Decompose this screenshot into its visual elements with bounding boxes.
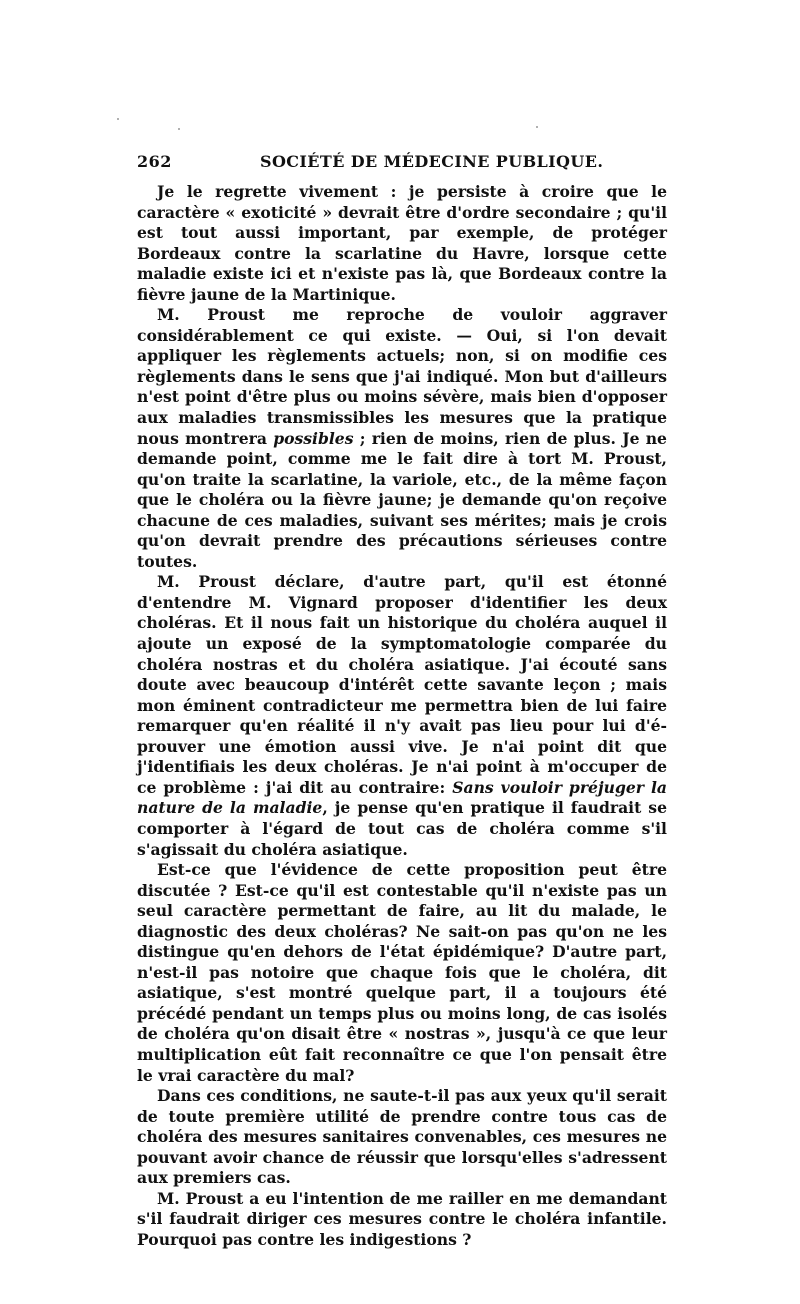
paragraph-text: Je le regrette vivement : je persiste à croire que le caractère « exoticité » devrait être d'ordre secondaire ; qu'il est tout aussi important, par exemple, de protéger Bordeaux contre la scarlatine du Havre, lorsque cette maladie existe ici et n'existe pas là, que Bordeaux contre la fièvre jaune de la Martinique. [137,182,667,304]
paper-speck [117,118,119,120]
paragraph-text: M. Proust a eu l'intention de me railler en me demandant s'il faudrait diriger ces mesures contre le choléra infantile. Pourquoi pas contre les indigestions ? [137,1188,667,1249]
paragraph [137,305,667,572]
running-head [137,152,667,182]
page-number: 262 [137,152,172,171]
paragraph [137,572,667,860]
running-title: SOCIÉTÉ DE MÉDECINE PUBLIQUE. [260,152,604,171]
body-text [137,182,667,1250]
paragraph-text: ; rien de moins, rien de plus. Je ne demande point, comme me le fait dire à tort M. Proust, qu'on traite la scarlatine, la variole, etc., de la même façon que le choléra ou la fièvre jaune; je demande qu'on reçoive chacune de ces maladies, suivant ses mérites; mais je crois qu'on devrait prendre des précautions sérieuses contre toutes. [137,428,667,571]
paragraph [137,1189,667,1251]
paragraph-text: Est-ce que l'évidence de cette proposition peut être discutée ? Est-ce qu'il est contestable qu'il n'existe pas un seul caractère permettant de faire, au lit du malade, le diagnostic des deux choléras? Ne sait-on pas qu'on ne les distingue qu'en dehors de l'état épidémique? D'autre part, n'est-il pas notoire que chaque fois que le choléra, dit asiatique, s'est montré quelque part, il a toujours été précédé pendant un temps plus ou moins long, de cas isolés de choléra qu'on disait être « nostras », jusqu'à ce que leur multiplication eût fait reconnaître ce que l'on pensait être le vrai caractère du mal? [137,860,667,1085]
paragraph [137,1086,667,1189]
paragraph-text: M. Proust déclare, d'autre part, qu'il est étonné d'entendre M. Vignard proposer d'identifier les deux choléras. Et il nous fait un historique du choléra auquel il ajoute un exposé de la symptomatologie comparée du choléra nostras et du choléra asiatique. J'ai écouté sans doute avec beaucoup d'intérêt cette savante leçon ; mais mon éminent contradicteur me permettra bien de lui faire remarquer qu'en réalité il n'y avait pas lieu pour lui d'éprouver une émotion aussi vive. Je n'ai point dit que j'identifiais les deux choléras. Je n'ai point à m'occuper de ce problème : j'ai dit au contraire: [137,572,667,797]
paragraph [137,182,667,305]
paragraph [137,860,667,1086]
book-page [137,152,667,1250]
paragraph-text: Dans ces conditions, ne saute-t-il pas aux yeux qu'il serait de toute première utilité de prendre contre tous cas de choléra des mesures sanitaires convenables, ces mesures ne pouvant avoir chance de réussir que lorsqu'elles s'adressent aux premiers cas. [137,1086,667,1188]
emphasis-text: Sans vouloir préjuger la nature de la maladie [137,777,667,818]
paper-speck [536,126,538,128]
paper-speck [178,128,180,130]
emphasis-text: possibles [273,428,354,448]
paragraph-text: , je pense qu'en pratique il faudrait se comporter à l'égard de tout cas de choléra comme s'il s'agissait du choléra asiatique. [137,798,667,859]
paragraph-text: M. Proust me reproche de vouloir aggraver considérablement ce qui existe. — Oui, si l'on devait appliquer les règlements actuels; non, si on modifie ces règlements dans le sens que j'ai indiqué. Mon but d'ailleurs n'est point d'être plus ou moins sévère, mais bien d'opposer aux maladies transmissibles les mesures que la pratique nous montrera [137,305,667,448]
